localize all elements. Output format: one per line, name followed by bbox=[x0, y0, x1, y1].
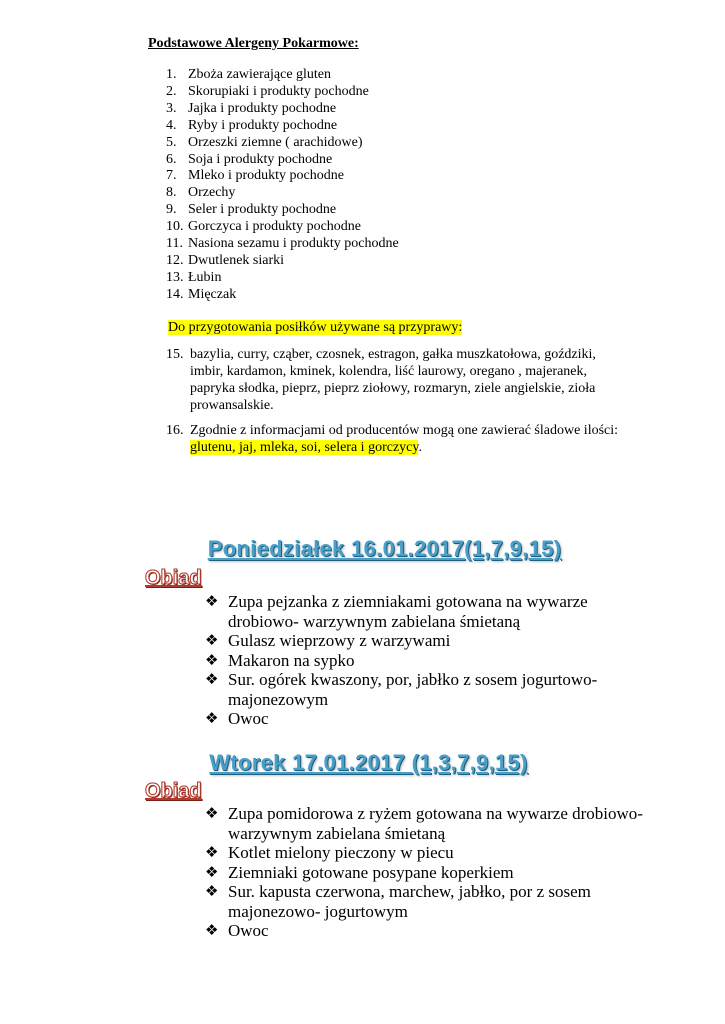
list-item bbox=[166, 287, 399, 304]
menu-item-text: Kotlet mielony pieczony w piecu bbox=[228, 843, 454, 862]
diamond-bullet-icon: ❖ bbox=[205, 592, 219, 610]
item-number: 10. bbox=[166, 219, 184, 235]
traces-allergens: glutenu, jaj, mleka, soi, selera i gorczycy bbox=[190, 440, 419, 455]
item-text: Dwutlenek siarki bbox=[188, 252, 285, 268]
list-item bbox=[166, 67, 399, 84]
item-text: Seler i produkty pochodne bbox=[188, 202, 337, 218]
diamond-bullet-icon: ❖ bbox=[205, 882, 219, 900]
list-item bbox=[166, 84, 399, 101]
item-text: Ryby i produkty pochodne bbox=[188, 117, 338, 133]
menu-item-text: Ziemniaki gotowane posypane koperkiem bbox=[228, 862, 514, 882]
item-number: 6. bbox=[166, 151, 177, 167]
item-text: Mięczak bbox=[188, 286, 237, 302]
allergens-list bbox=[166, 67, 399, 304]
menu-item-text: Gulasz wieprzowy z warzywami bbox=[228, 631, 451, 650]
item-number: 1. bbox=[166, 67, 177, 82]
menu-item-text: Zupa pomidorowa z ryżem gotowana na wywarze drobiowo- warzywnym zabielana śmietaną bbox=[228, 804, 643, 843]
list-item bbox=[166, 270, 399, 287]
item-number: 7. bbox=[166, 168, 177, 184]
diamond-bullet-icon: ❖ bbox=[205, 650, 219, 669]
item-number: 13. bbox=[166, 269, 184, 285]
menu-item bbox=[205, 651, 645, 671]
list-item bbox=[166, 253, 399, 270]
spices-text: bazylia, curry, cząber, czosnek, estragon, gałka muszkatołowa, goździki, imbir, kardamon, kminek, kolendra, liść laurowy, oregano , majeranek, papryka słodka, pieprz, pieprz ziołowy, rozmaryn, ziele angielskie, zioła prowansalskie. bbox=[190, 347, 596, 413]
item-number: 16. bbox=[166, 423, 184, 438]
spices-intro-text: Do przygotowania posiłków używane są przyprawy: bbox=[168, 320, 463, 335]
menu-item-text: Sur. kapusta czerwona, marchew, jabłko, por z sosem majonezowo- jogurtowym bbox=[228, 882, 591, 921]
menu-item bbox=[205, 804, 645, 843]
menu-item bbox=[205, 921, 645, 941]
menu-item bbox=[205, 631, 645, 651]
list-item bbox=[166, 101, 399, 118]
menu-item-text: Zupa pejzanka z ziemniakami gotowana na wywarze drobiowo- warzywnym zabielana śmietaną bbox=[228, 592, 588, 631]
diamond-bullet-icon: ❖ bbox=[205, 843, 219, 861]
traces-end: . bbox=[418, 440, 422, 455]
menu-item-text: Owoc bbox=[228, 709, 269, 728]
list-item bbox=[166, 185, 399, 202]
item-text: Mleko i produkty pochodne bbox=[188, 168, 344, 184]
list-item bbox=[166, 152, 399, 169]
item-number: 9. bbox=[166, 202, 177, 218]
item-number: 5. bbox=[166, 134, 177, 150]
list-item bbox=[166, 202, 399, 219]
menu-list-monday bbox=[205, 592, 645, 729]
item-number: 11. bbox=[166, 236, 183, 252]
menu-item bbox=[205, 592, 645, 631]
menu-item bbox=[205, 709, 645, 729]
item-number: 3. bbox=[166, 100, 177, 116]
menu-item bbox=[205, 882, 645, 921]
traces-text-block bbox=[190, 422, 622, 456]
diamond-bullet-icon: ❖ bbox=[205, 709, 219, 727]
diamond-bullet-icon: ❖ bbox=[205, 862, 219, 881]
list-item bbox=[166, 236, 399, 253]
item-number: 15. bbox=[166, 347, 184, 362]
day-title-tuesday: Wtorek 17.01.2017 (1,3,7,9,15) bbox=[209, 750, 528, 775]
traces-note bbox=[166, 422, 622, 456]
item-number: 14. bbox=[166, 286, 184, 302]
diamond-bullet-icon: ❖ bbox=[205, 804, 219, 822]
item-text: Gorczyca i produkty pochodne bbox=[188, 219, 361, 235]
item-text: Soja i produkty pochodne bbox=[188, 151, 333, 167]
item-number: 2. bbox=[166, 83, 177, 99]
menu-item bbox=[205, 863, 645, 883]
list-item bbox=[166, 168, 399, 185]
list-item bbox=[166, 219, 399, 236]
day-title-monday: Poniedziałek 16.01.2017(1,7,9,15) bbox=[207, 536, 562, 561]
traces-text: Zgodnie z informacjami od producentów mogą one zawierać śladowe ilości: bbox=[190, 423, 619, 438]
meal-label-obiad: Obiad bbox=[145, 780, 202, 802]
diamond-bullet-icon: ❖ bbox=[205, 631, 219, 649]
item-text: Orzechy bbox=[188, 185, 236, 201]
spices-intro bbox=[168, 320, 462, 336]
meal-label-obiad: Obiad bbox=[145, 567, 202, 589]
item-number: 8. bbox=[166, 185, 177, 201]
item-text: Skorupiaki i produkty pochodne bbox=[188, 83, 369, 99]
spices-list-item bbox=[166, 346, 622, 414]
menu-item bbox=[205, 670, 645, 709]
item-text: Zboża zawierające gluten bbox=[188, 67, 332, 82]
item-number: 4. bbox=[166, 117, 177, 133]
menu-item-text: Makaron na sypko bbox=[228, 650, 355, 670]
item-text: Orzeszki ziemne ( arachidowe) bbox=[188, 134, 363, 150]
menu-item-text: Owoc bbox=[228, 921, 269, 940]
item-text: Nasiona sezamu i produkty pochodne bbox=[188, 236, 399, 252]
list-item bbox=[166, 135, 399, 152]
menu-list-tuesday bbox=[205, 804, 645, 941]
menu-item-text: Sur. ogórek kwaszony, por, jabłko z sosem jogurtowo-majonezowym bbox=[228, 670, 598, 709]
list-item bbox=[166, 118, 399, 135]
item-text: Łubin bbox=[188, 269, 222, 285]
item-number: 12. bbox=[166, 252, 184, 268]
item-text: Jajka i produkty pochodne bbox=[188, 100, 337, 116]
menu-item bbox=[205, 843, 645, 863]
allergens-heading: Podstawowe Alergeny Pokarmowe: bbox=[148, 36, 359, 51]
diamond-bullet-icon: ❖ bbox=[205, 670, 219, 688]
diamond-bullet-icon: ❖ bbox=[205, 921, 219, 939]
